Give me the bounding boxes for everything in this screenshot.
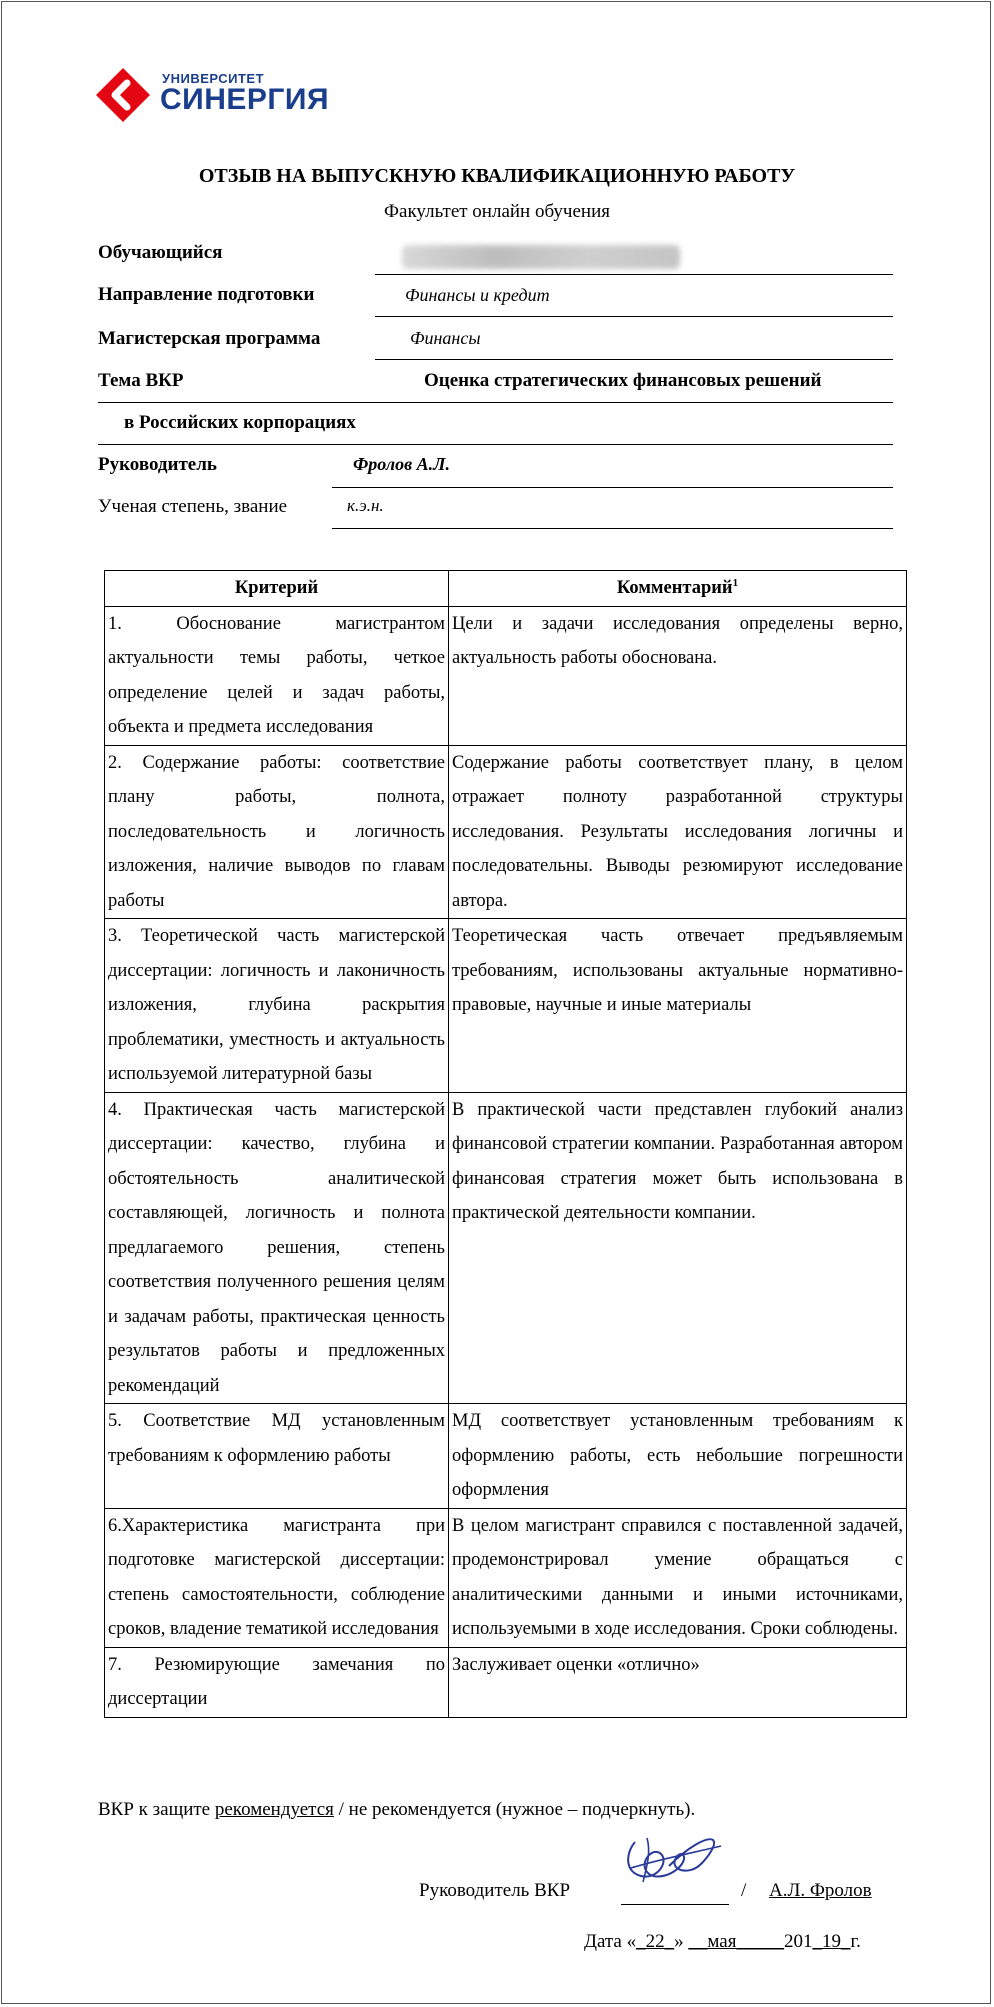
- date-end: г.: [850, 1931, 861, 1952]
- topic-line-rule1: [98, 402, 893, 403]
- direction-line: [375, 316, 893, 317]
- criterion-cell: 7. Резюмирующие замечания по диссертации: [105, 1647, 449, 1717]
- date-year-value: 19: [821, 1931, 841, 1952]
- faculty-name: Факультет онлайн обучения: [384, 201, 610, 222]
- supervisor-line: [332, 487, 893, 488]
- comment-cell: Цели и задачи исследования определены верно, актуальность работы обоснована.: [449, 606, 907, 745]
- logo-bottom-text: СИНЕРГИЯ: [160, 83, 330, 116]
- criterion-cell: 3. Теоретической часть магистерской диссертации: логичность и лаконичность изложения, глубина раскрытия проблематики, уместность и актуальность используемой литературной базы: [105, 919, 449, 1093]
- table-header-row: [105, 571, 907, 607]
- student-label: Обучающийся: [98, 242, 223, 263]
- date-year: _19_: [812, 1931, 851, 1952]
- degree-value: к.э.н.: [347, 496, 384, 515]
- date-close-quote: »: [674, 1931, 684, 1952]
- direction-label: Направление подготовки: [98, 284, 315, 305]
- conclusion-prefix: ВКР к защите: [98, 1799, 215, 1820]
- comment-cell: МД соответствует установленным требованиям к оформлению работы, есть небольшие погрешности оформления: [449, 1404, 907, 1509]
- topic-line-rule2: [98, 444, 893, 445]
- comment-cell: Теоретическая часть отвечает предъявляемым требованиям, использованы актуальные нормативно-правовые, научные и иные материалы: [449, 919, 907, 1093]
- date-year-prefix: 201: [783, 1931, 813, 1952]
- comment-footnote-mark: 1: [732, 576, 739, 589]
- comment-header: [449, 571, 907, 607]
- comment-cell: В практической части представлен глубокий анализ финансовой стратегии компании. Разработанная автором финансовая стратегия может быть использована в практической деятельности компании.: [449, 1092, 907, 1404]
- signature-name: А.Л. Фролов: [769, 1880, 872, 1901]
- synergy-logo-icon: [94, 66, 152, 124]
- supervisor-value: Фролов А.Л.: [353, 454, 450, 474]
- program-label: Магистерская программа: [98, 328, 321, 349]
- topic-line1: Оценка стратегических финансовых решений: [424, 370, 822, 391]
- date-prefix: Дата «: [584, 1931, 637, 1952]
- program-value: Финансы: [410, 328, 481, 348]
- program-line: [375, 359, 893, 360]
- redacted-student-name: [402, 245, 680, 269]
- direction-value: Финансы и кредит: [405, 285, 550, 305]
- date-day: _22_: [636, 1931, 675, 1952]
- supervisor-label: Руководитель: [98, 454, 217, 475]
- signature-label: Руководитель ВКР: [419, 1880, 571, 1901]
- date-day-value: 22: [645, 1931, 665, 1952]
- conclusion-text: [98, 1799, 695, 1821]
- table-row: [105, 1404, 907, 1509]
- table-row: [105, 606, 907, 745]
- comment-header-text: Комментарий: [616, 578, 733, 598]
- table-row: [105, 1092, 907, 1404]
- document-title: ОТЗЫВ НА ВЫПУСКНУЮ КВАЛИФИКАЦИОННУЮ РАБОТУ: [198, 165, 796, 187]
- topic-line2: в Российских корпорациях: [124, 412, 356, 433]
- signature-slash: /: [741, 1880, 747, 1901]
- table-row: [105, 919, 907, 1093]
- logo-top-text: УНИВЕРСИТЕТ: [162, 71, 265, 86]
- criterion-header: Критерий: [105, 571, 449, 607]
- table-row: [105, 745, 907, 919]
- table-row: [105, 1508, 907, 1647]
- criterion-cell: 2. Содержание работы: соответствие плану работы, полнота, последовательность и логичность изложения, наличие выводов по главам работы: [105, 745, 449, 919]
- topic-label: Тема ВКР: [98, 370, 184, 391]
- date-row: [584, 1931, 861, 1953]
- degree-line: [332, 528, 893, 529]
- criterion-cell: 5. Соответствие МД установленным требованиям к оформлению работы: [105, 1404, 449, 1509]
- signature-line: [621, 1904, 729, 1905]
- comment-cell: Содержание работы соответствует плану, в целом отражает полноту разработанной структуры исследования. Результаты исследования логичны и последовательны. Выводы резюмируют исследование автора.: [449, 745, 907, 919]
- criterion-cell: 1. Обоснование магистрантом актуальности темы работы, четкое определение целей и задач работы, объекта и предмета исследования: [105, 606, 449, 745]
- criteria-table: [104, 570, 907, 1718]
- table-row: [105, 1647, 907, 1717]
- comment-cell: В целом магистрант справился с поставленной задачей, продемонстрировал умение обращаться с аналитическими данными и иными источниками, используемыми в ходе исследования. Сроки соблюдены.: [449, 1508, 907, 1647]
- conclusion-recommended: рекомендуется: [214, 1799, 334, 1820]
- date-month: __мая_____: [688, 1931, 784, 1952]
- criterion-cell: 4. Практическая часть магистерской диссертации: качество, глубина и обстоятельность аналитической составляющей, логичность и полнота предлагаемого решения, степень соответствия полученного решения целям и задачам работы, практическая ценность результатов работы и предложенных рекомендаций: [105, 1092, 449, 1404]
- criterion-cell: 6.Характеристика магистранта при подготовке магистерской диссертации: степень самостоятельности, соблюдение сроков, владение тематикой исследования: [105, 1508, 449, 1647]
- date-month-value: мая: [707, 1931, 737, 1952]
- document-page: [1, 1, 991, 2004]
- student-line: [375, 274, 893, 275]
- conclusion-suffix: / не рекомендуется (нужное – подчеркнуть).: [333, 1799, 696, 1820]
- comment-cell: Заслуживает оценки «отлично»: [449, 1647, 907, 1717]
- signature-row: [419, 1880, 919, 1910]
- university-logo: [94, 66, 330, 126]
- degree-label: Ученая степень, звание: [98, 496, 288, 517]
